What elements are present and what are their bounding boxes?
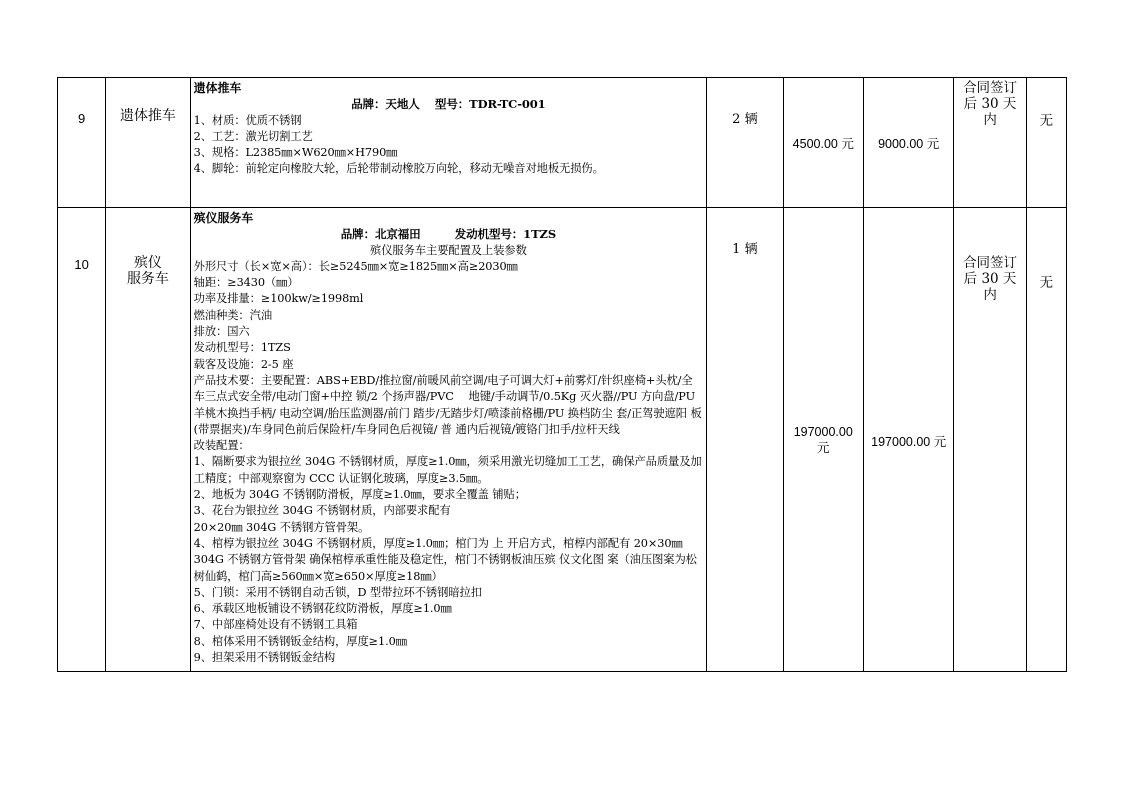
spec-line: 8、棺体采用不锈钢钣金结构，厚度≥1.0㎜ [193,634,407,648]
spec-line: 改装配置： [193,439,250,453]
spec-line: 1、材质：优质不锈钢 [193,113,302,127]
delivery-line: 合同签订 [963,80,1018,96]
spec-line: 功率及排量：≥100kw/≥1998ml [193,292,364,306]
item-description [190,208,707,672]
item-name [106,208,190,672]
spec-line: 轴距：≥3430（㎜） [193,276,299,290]
delivery-line: 合同签订 [963,255,1018,271]
delivery-line: 后 30 天 [963,271,1017,287]
delivery-time [954,208,1026,672]
unit-price-line: 元 [817,441,830,455]
delivery-time [954,78,1026,208]
spec-line: 外形尺寸（长×宽×高）：长≥5245㎜×宽≥1825㎜×高≥2030㎜ [193,259,518,273]
item-name-line: 服务车 [126,271,169,287]
procurement-table [57,77,1067,672]
item-description [190,78,707,208]
item-name-line: 殡仪 [133,255,162,271]
quantity: 1 辆 [707,208,783,672]
row-number: 10 [58,208,106,672]
unit-price: 4500.00 元 [783,78,863,208]
spec-line: 7、中部座椅处设有不锈钢工具箱 [193,618,358,632]
spec-line: 3、规格：L2385㎜×W620㎜×H790㎜ [193,146,398,160]
spec-paragraph: 1、隔断要求为银拉丝 304G 不锈钢材质，厚度≥1.0㎜，须采用激光切缝加工工艺，确保产品质量及加工精度；中部观察窗为 CCC 认证钢化玻璃，厚度≥3.5㎜。 [193,455,702,485]
spec-line: 2、地板为 304G 不锈钢防滑板，厚度≥1.0㎜，要求全覆盖 铺贴； [193,488,526,502]
spec-line: 20×20㎜ 304G 不锈钢方管骨架。 [193,520,370,534]
table-row [58,208,1067,672]
spec-paragraph: 4、棺椁为银拉丝 304G 不锈钢材质，厚度≥1.0㎜；棺门为 上 开启方式，棺椁内部配有 20×30㎜ 304G 不锈钢方管骨架 确保棺椁承重性能及稳定性，棺门不锈钢板油压殡 仪文化图 案（油压图案为松树仙鹤，棺门高≥560㎜×宽≥650×厚度≥18㎜） [193,536,697,583]
spec-line: 发动机型号：1TZS [193,341,291,355]
item-name [106,78,190,208]
total-price: 9000.00 元 [863,78,953,208]
spec-line: 9、担架采用不锈钢钣金结构 [193,651,336,665]
row-number: 9 [58,78,106,208]
spec-line: 载客及设施：2-5 座 [193,357,294,371]
spec-line: 4、脚轮：前轮定向橡胶大轮，后轮带制动橡胶万向轮，移动无噪音对地板无损伤。 [193,162,604,176]
spec-subtitle: 殡仪服务车主要配置及上装参数 [370,243,527,257]
spec-line: 5、门锁：采用不锈钢自动舌锁，D 型带拉环不锈钢暗拉扣 [193,585,482,599]
remarks: 无 [1026,208,1066,672]
quantity: 2 辆 [707,78,783,208]
spec-line: 6、承载区地板铺设不锈钢花纹防滑板，厚度≥1.0㎜ [193,602,452,616]
unit-price [783,208,863,672]
delivery-line: 内 [983,287,997,303]
spec-line: 排放：国六 [193,325,250,339]
remarks: 无 [1026,78,1066,208]
item-title: 殡仪服务车 [193,211,254,225]
item-name-line: 遗体推车 [119,108,176,124]
spec-line: 燃油种类：汽油 [193,308,273,322]
unit-price-line: 197000.00 [793,425,853,439]
brand-model: 品牌：北京福田 发动机型号：1TZS [340,227,557,242]
table-row [58,78,1067,208]
spec-line: 2、工艺：激光切割工艺 [193,129,313,143]
total-price: 197000.00 元 [863,208,953,672]
delivery-line: 后 30 天 [963,96,1017,112]
spec-line: 3、花台为银拉丝 304G 不锈钢材质，内部要求配有 [193,504,451,518]
delivery-line: 内 [983,112,997,128]
item-title: 遗体推车 [193,81,242,95]
spec-paragraph: 产品技术要：主要配置：ABS+EBD/推拉窗/前暖风前空调/电子可调大灯+前雾灯/针织座椅+头枕/全车三点式安全带/电动门窗+中控 锁/2 个扬声器/PVC 地键/手动调节/0.5Kg 灭火器//PU 方向盘/PU 羊桃木换挡手柄/ 电动空调/胎压监测器/前门 踏步/无踏步灯/喷漆前格栅/PU 换档防尘 套/正驾驶遮阳 板(带票据夹)/车身同色前后保险杆/车身同色后视镜/ 普 通内后视镜/镀铬门扣手/拉杆天线 [193,373,702,436]
brand-model: 品牌：天地人 型号：TDR-TC-001 [351,97,546,112]
